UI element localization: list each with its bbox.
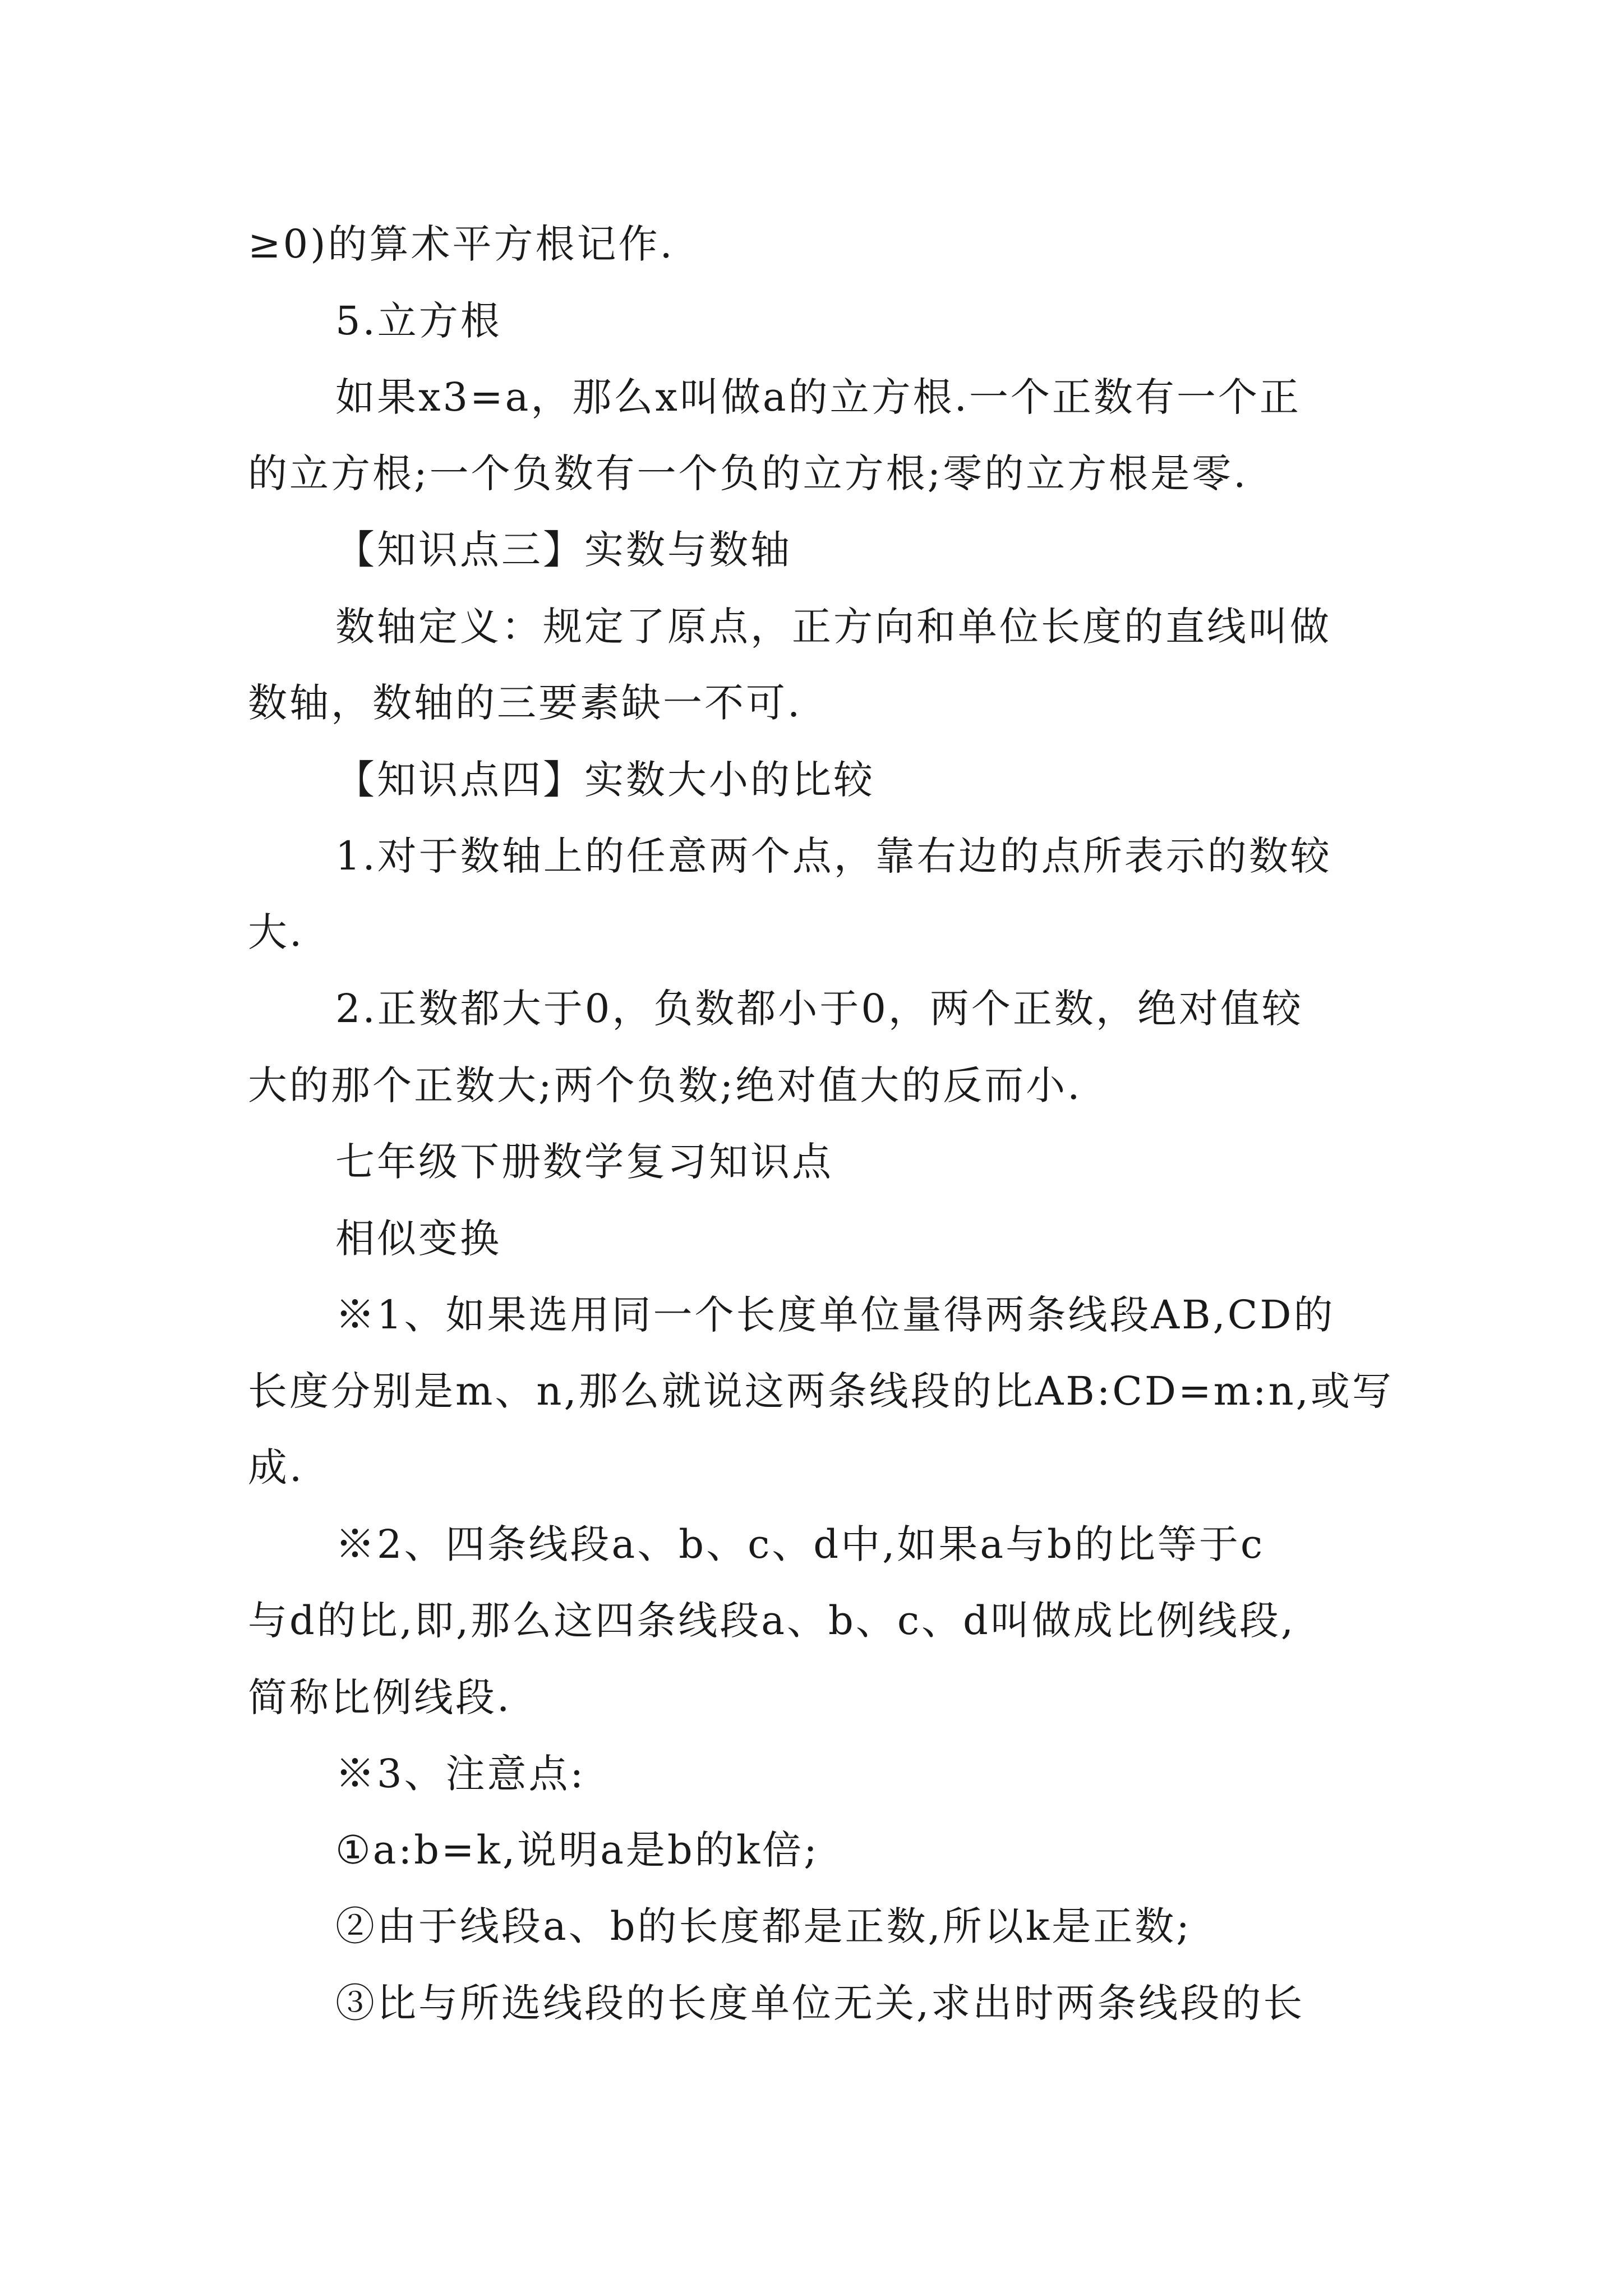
text-line: 5.立方根 <box>335 298 502 344</box>
text-line: 2.正数都大于0，负数都小于0，两个正数，绝对值较 <box>335 986 1303 1032</box>
text-line: 大. <box>248 909 305 955</box>
text-line: ①a:b=k,说明a是b的k倍; <box>335 1827 819 1873</box>
text-line: 1.对于数轴上的任意两个点，靠右边的点所表示的数较 <box>335 833 1332 879</box>
text-line: ≥0)的算术平方根记作. <box>248 221 675 267</box>
text-line: 数轴定义：规定了原点，正方向和单位长度的直线叫做 <box>335 604 1331 650</box>
section-heading: 相似变换 <box>335 1216 501 1262</box>
text-line: ※2、四条线段a、b、c、d中,如果a与b的比等于c <box>335 1521 1265 1567</box>
text-line: 数轴，数轴的三要素缺一不可. <box>248 680 803 726</box>
text-line: 大的那个正数大;两个负数;绝对值大的反而小. <box>248 1062 1082 1108</box>
section-heading: 【知识点四】实数大小的比较 <box>335 757 875 803</box>
section-heading: 七年级下册数学复习知识点 <box>335 1139 833 1185</box>
text-line: ※3、注意点: <box>335 1751 586 1797</box>
text-line: ※1、如果选用同一个长度单位量得两条线段AB,CD的 <box>335 1292 1335 1338</box>
text-line: 长度分别是m、n,那么就说这两条线段的比AB:CD=m:n,或写 <box>248 1368 1394 1414</box>
text-line: 的立方根;一个负数有一个负的立方根;零的立方根是零. <box>248 450 1248 496</box>
section-heading: 【知识点三】实数与数轴 <box>335 527 792 573</box>
text-line: 简称比例线段. <box>248 1674 512 1720</box>
text-line: 如果x3=a，那么x叫做a的立方根.一个正数有一个正 <box>335 374 1301 420</box>
text-line: 与d的比,即,那么这四条线段a、b、c、d叫做成比例线段, <box>248 1598 1296 1644</box>
text-line: ②由于线段a、b的长度都是正数,所以k是正数; <box>335 1903 1192 1949</box>
text-line: 成. <box>248 1444 305 1490</box>
text-line: ③比与所选线段的长度单位无关,求出时两条线段的长 <box>335 1980 1305 2026</box>
